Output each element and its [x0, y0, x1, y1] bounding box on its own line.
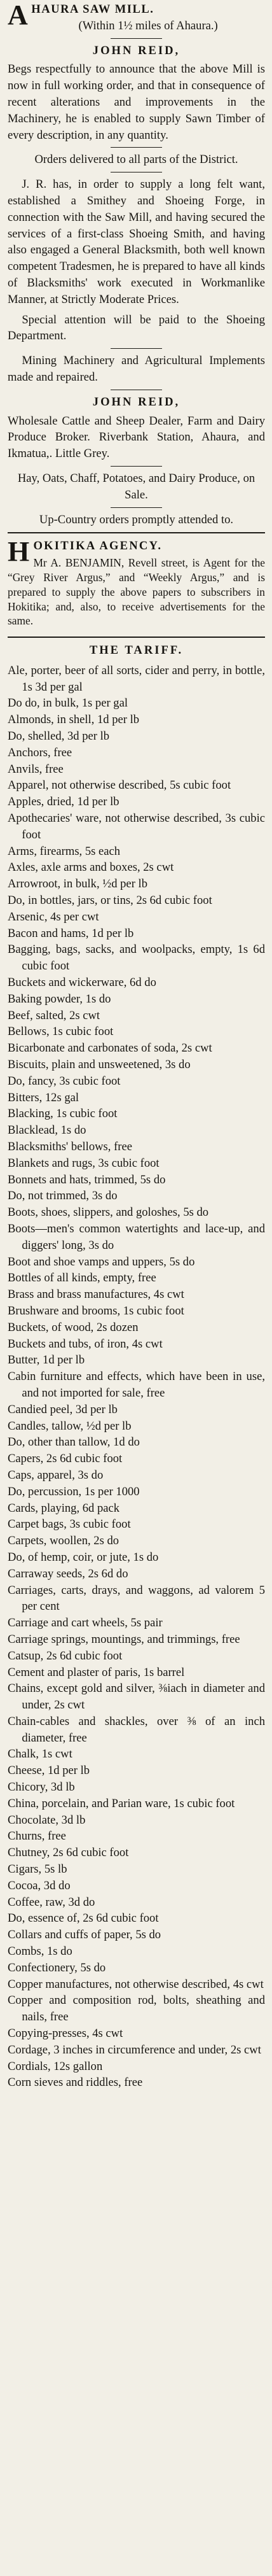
divider [111, 147, 162, 148]
agency-body: Mr A. BENJAMIN, Revell street, is Agent for the “Grey River Argus,” and “Weekly Argus,” and is prepared to supply the above papers to subscribers in Hokitika; and, also, to receive advertisements for the same. [8, 556, 265, 628]
tariff-entry: Capers, 2s 6d cubic foot [8, 1452, 123, 1466]
divider [111, 348, 162, 349]
upcountry-orders: Up-Country orders promptly attended to. [39, 512, 234, 526]
tariff-entry: Cement and plaster of paris, 1s barrel [8, 1665, 185, 1679]
tariff-entry: Copying-presses, 4s cwt [8, 2027, 123, 2041]
agency-heading-text: OKITIKA AGENCY. [33, 539, 163, 553]
tariff-entry: Do, percussion, 1s per 1000 [8, 1484, 140, 1498]
tariff-entry: Bonnets and hats, trimmed, 5s do [8, 1172, 166, 1186]
tariff-entry: Axles, axle arms and boxes, 2s cwt [8, 861, 174, 875]
tariff-entry: Do, essence of, 2s 6d cubic foot [8, 1911, 159, 1925]
saw-mill-ad [8, 1, 265, 528]
section-divider [8, 532, 265, 533]
tariff-entry: China, porcelain, and Parian ware, 1s cubic foot [8, 1796, 235, 1810]
tariff-entry: Biscuits, plain and unsweetened, 3s do [8, 1058, 191, 1072]
tariff-entry: Brushware and brooms, 1s cubic foot [8, 1304, 184, 1318]
tariff-entry: Caps, apparel, 3s do [8, 1468, 104, 1482]
drop-cap: H [8, 536, 31, 568]
saw-mill-subheading: (Within 1½ miles of Ahaura.) [78, 18, 218, 32]
tariff-title: THE TARIFF. [89, 644, 184, 658]
tariff-entry: Brass and brass manufactures, 4s cwt [8, 1288, 184, 1302]
tariff-entry: Blacklead, 1s do [8, 1123, 86, 1137]
agency-heading [8, 536, 265, 568]
tariff-entry: Apparel, not otherwise described, 5s cubic foot [8, 778, 231, 792]
tariff-entry: Chain-cables and shackles, over ⅜ of an inch diameter, free [8, 1714, 265, 1745]
saw-mill-intro: Begs respectfully to announce that the above Mill is now in full working order, and that in consequence of recent alterations and improvements in the Machinery, he is enabled to supply Sawn Timber of every description, in any quantity. [8, 62, 265, 142]
tariff-entry: Cocoa, 3d do [8, 1878, 71, 1892]
tariff-entry: Candles, tallow, ½d per lb [8, 1419, 132, 1433]
tariff-entry: Coffee, raw, 3d do [8, 1895, 95, 1909]
tariff-entry: Carpets, woollen, 2s do [8, 1534, 119, 1548]
tariff-entry: Bicarbonate and carbonates of soda, 2s cwt [8, 1041, 212, 1055]
tariff-entry: Buckets, of wood, 2s dozen [8, 1320, 139, 1334]
tariff-entry: Carriage and cart wheels, 5s pair [8, 1616, 163, 1630]
tariff-entry: Chalk, 1s cwt [8, 1747, 72, 1761]
tariff-entry: Churns, free [8, 1829, 66, 1843]
tariff-entry: Baking powder, 1s do [8, 992, 111, 1006]
tariff-entry: Arrowroot, in bulk, ½d per lb [8, 877, 147, 891]
tariff-entry: Do, not trimmed, 3s do [8, 1189, 118, 1203]
mining-notice: Mining Machinery and Agricultural Implements made and repaired. [8, 354, 265, 384]
tariff-entry: Bottles of all kinds, empty, free [8, 1271, 156, 1285]
tariff-entry: Candied peel, 3d per lb [8, 1402, 118, 1416]
tariff-entry: Ale, porter, beer of all sorts, cider and perry, in bottle, 1s 3d per gal [8, 663, 265, 694]
tariff-entry: Blankets and rugs, 3s cubic foot [8, 1156, 160, 1170]
tariff-entry: Buckets and tubs, of iron, 4s cwt [8, 1337, 163, 1351]
tariff-entry: Do, shelled, 3d per lb [8, 729, 110, 743]
tariff-entry: Do do, in bulk, 1s per gal [8, 696, 128, 710]
tariff-entry: Boot and shoe vamps and uppers, 5s do [8, 1255, 195, 1269]
tariff-entry: Do, of hemp, coir, or jute, 1s do [8, 1550, 159, 1564]
tariff-entry: Bagging, bags, sacks, and woolpacks, empty, 1s 6d cubic foot [8, 943, 265, 973]
tariff-entry: Anvils, free [8, 762, 64, 776]
tariff-entry: Chains, except gold and silver, ⅜iach in diameter and under, 2s cwt [8, 1682, 265, 1712]
shoeing-notice: Special attention will be paid to the Shoeing Department. [8, 313, 265, 343]
tariff-entry: Collars and cuffs of paper, 5s do [8, 1928, 161, 1942]
agency-ad [8, 538, 265, 632]
tariff-entry: Cards, playing, 6d pack [8, 1501, 120, 1515]
tariff-list [8, 663, 265, 2091]
tariff-entry: Carpet bags, 3s cubic foot [8, 1517, 131, 1531]
tariff-entry: Carriages, carts, drays, and waggons, ad valorem 5 per cent [8, 1583, 265, 1614]
tariff-entry: Corn sieves and riddles, free [8, 2076, 143, 2090]
saw-mill-heading-text: HAURA SAW MILL. [31, 3, 154, 16]
tariff-entry: Blacksmiths' bellows, free [8, 1140, 132, 1153]
tariff-entry: Combs, 1s do [8, 1945, 72, 1959]
tariff-entry: Chicory, 3d lb [8, 1780, 75, 1794]
tariff-entry: Copper manufactures, not otherwise described, 4s cwt [8, 1977, 264, 1991]
tariff-entry: Cordage, 3 inches in circumference and under, 2s cwt [8, 2043, 261, 2057]
produce-broker-notice: Wholesale Cattle and Sheep Dealer, Farm and Dairy Produce Broker. Riverbank Station, Ahaura, and Ikmatua,. Little Grey. [8, 414, 265, 461]
tariff-entry: Chocolate, 3d lb [8, 1813, 86, 1827]
tariff-entry: Do, fancy, 3s cubic foot [8, 1074, 121, 1088]
proprietor-name: JOHN REID, [92, 43, 180, 57]
tariff-entry: Bitters, 12s gal [8, 1090, 79, 1104]
tariff-entry: Cheese, 1d per lb [8, 1764, 90, 1778]
tariff-entry: Carriage springs, mountings, and trimmings, free [8, 1632, 240, 1646]
produce-items: Hay, Oats, Chaff, Potatoes, and Dairy Produce, on Sale. [17, 471, 255, 502]
tariff-entry: Confectionery, 5s do [8, 1960, 106, 1974]
divider [111, 507, 162, 508]
tariff-entry: Cigars, 5s lb [8, 1862, 67, 1876]
tariff-entry: Arms, firearms, 5s each [8, 844, 121, 858]
tariff-entry: Do, in bottles, jars, or tins, 2s 6d cubic foot [8, 894, 212, 908]
section-divider [8, 637, 265, 638]
tariff-entry: Bellows, 1s cubic foot [8, 1025, 114, 1039]
tariff-entry: Carraway seeds, 2s 6d do [8, 1566, 128, 1580]
tariff-entry: Anchors, free [8, 745, 72, 759]
divider [111, 38, 162, 39]
tariff-entry: Beef, salted, 2s cwt [8, 1008, 100, 1022]
smithy-notice: J. R. has, in order to supply a long felt want, established a Smithey and Shoeing Forge, in connection with the Saw Mill, and having secured the services of a first-class Shoeing Smith, and having also engaged a General Blacksmith, both well known competent Tradesmen, he is prepared to have all kinds of Blacksmiths' work executed in Workmanlike Manner, at Strictly Moderate Prices. [8, 178, 265, 306]
divider [111, 466, 162, 467]
tariff-entry: Bacon and hams, 1d per lb [8, 926, 134, 940]
tariff-entry: Buckets and wickerware, 6d do [8, 976, 156, 990]
tariff-entry: Apples, dried, 1d per lb [8, 795, 119, 809]
tariff-entry: Do, other than tallow, 1d do [8, 1435, 140, 1449]
tariff-entry: Blacking, 1s cubic foot [8, 1107, 118, 1121]
tariff-section [8, 642, 265, 2091]
tariff-entry: Chutney, 2s 6d cubic foot [8, 1846, 129, 1860]
tariff-entry: Apothecaries' ware, not otherwise described, 3s cubic foot [8, 812, 265, 841]
tariff-entry: Arsenic, 4s per cwt [8, 910, 99, 924]
tariff-entry: Catsup, 2s 6d cubic foot [8, 1649, 123, 1663]
tariff-entry: Copper and composition rod, bolts, sheathing and nails, free [8, 1994, 265, 2024]
tariff-entry: Cordials, 12s gallon [8, 2059, 103, 2073]
orders-notice: Orders delivered to all parts of the District. [34, 153, 238, 167]
tariff-entry: Cabin furniture and effects, which have been in use, and not imported for sale, free [8, 1370, 265, 1400]
tariff-entry: Boots, shoes, slippers, and goloshes, 5s do [8, 1206, 209, 1220]
tariff-entry: Almonds, in shell, 1d per lb [8, 713, 140, 727]
tariff-entry: Butter, 1d per lb [8, 1353, 85, 1367]
drop-cap: A [8, 0, 29, 31]
tariff-entry: Boots—men's common watertights and lace-up, and diggers' long, 3s do [8, 1221, 265, 1252]
proprietor-name: JOHN REID, [92, 395, 180, 409]
